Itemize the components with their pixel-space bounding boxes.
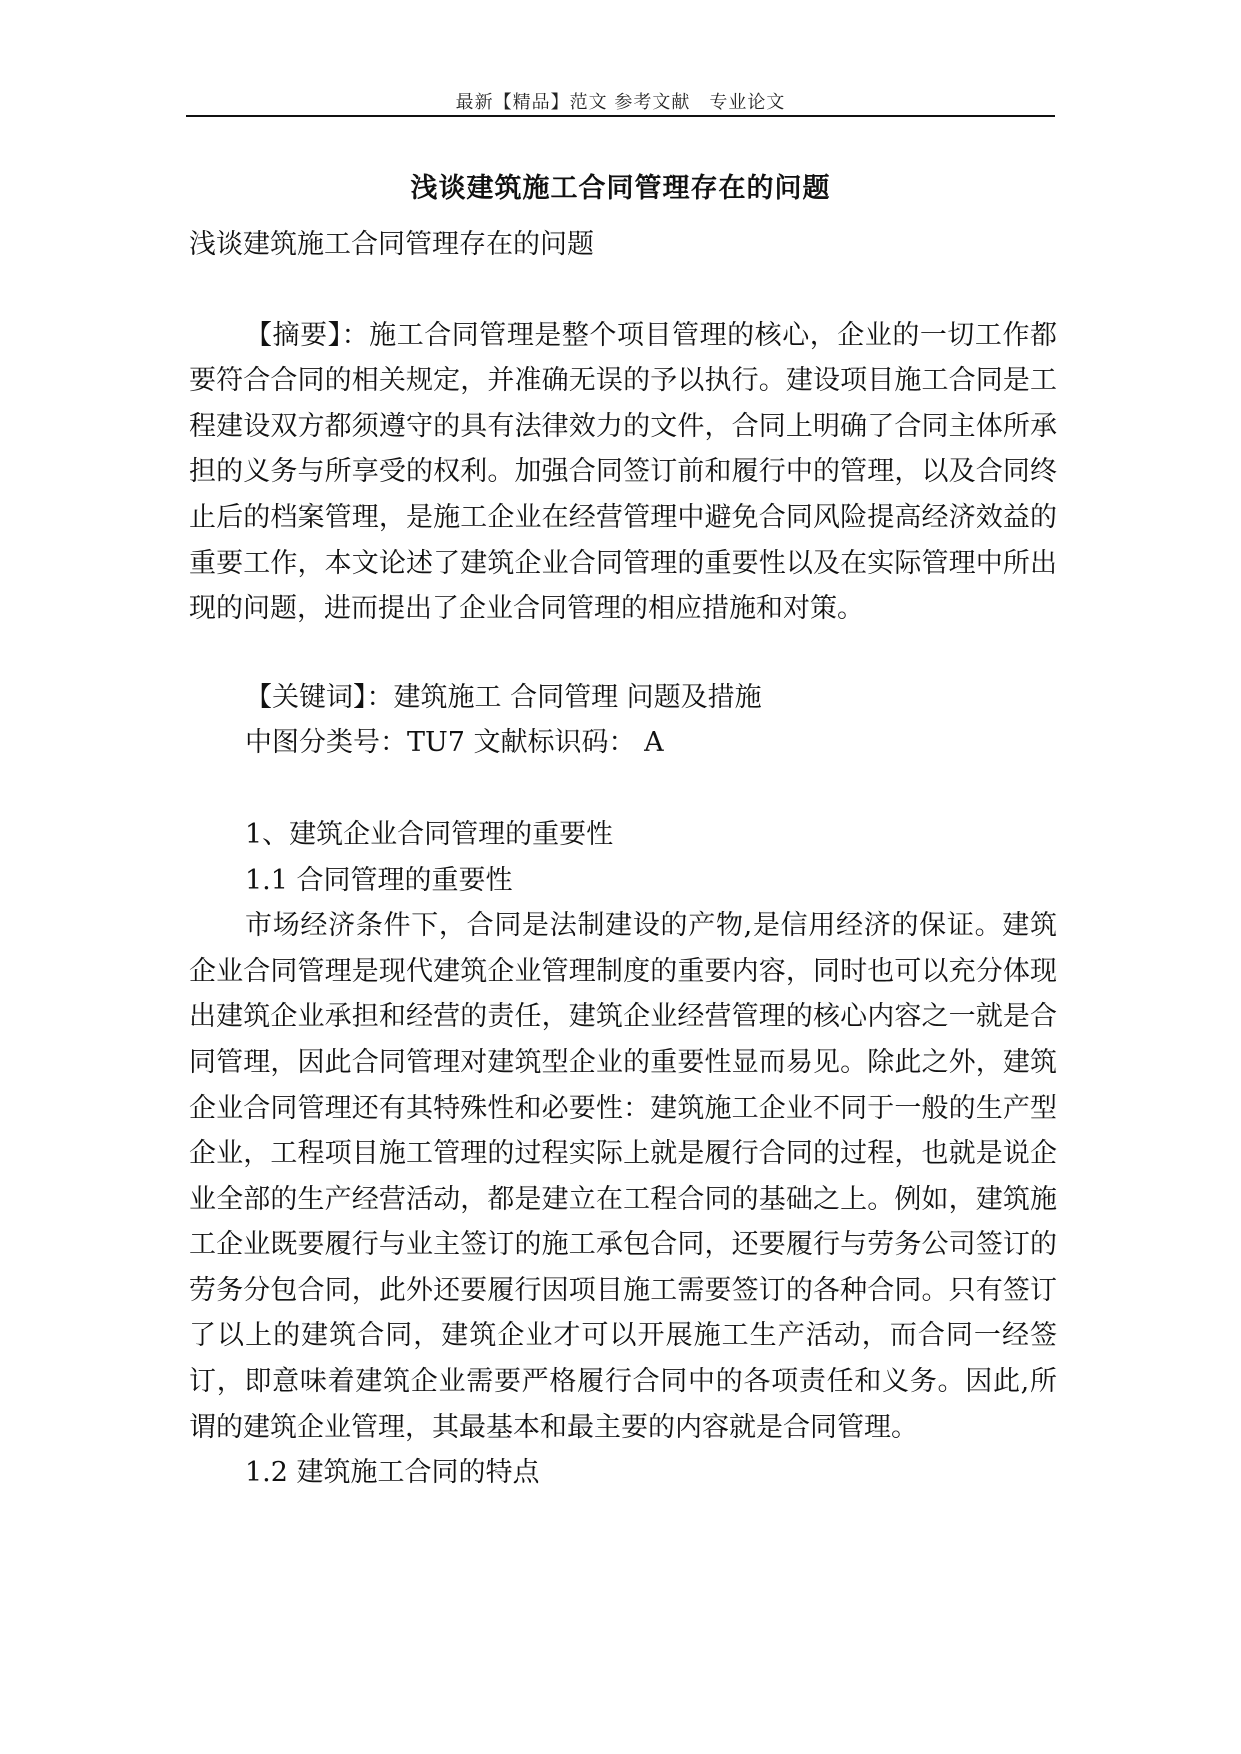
spacer (189, 632, 1057, 675)
section-heading-1: 1、建筑企业合同管理的重要性 (245, 818, 614, 850)
section-heading-1-1: 1.1 合同管理的重要性 (245, 864, 513, 896)
spacer (189, 268, 1057, 313)
document-body (189, 222, 1057, 1496)
keywords-line: 【关键词】：建筑施工 合同管理 问题及措施 (245, 681, 762, 713)
document-title: 浅谈建筑施工合同管理存在的问题 (410, 173, 831, 204)
abstract-paragraph: 【摘要】：施工合同管理是整个项目管理的核心，企业的一切工作都要符合合同的相关规定，并准确无误的予以执行。建设项目施工合同是工程建设双方都须遵守的具有法律效力的文件，合同上明确了合同主体所承担的义务与所享受的权利。加强合同签订前和履行中的管理，以及合同终止后的档案管理，是施工企业在经营管理中避免合同风险提高经济效益的重要工作，本文论述了建筑企业合同管理的重要性以及在实际管理中所出现的问题，进而提出了企业合同管理的相应措施和对策。 (189, 319, 1057, 625)
page-header: 最新【精品】范文 参考文献 专业论文 (455, 92, 786, 113)
header-divider (186, 115, 1055, 117)
spacer (189, 766, 1057, 812)
section-heading-1-2: 1.2 建筑施工合同的特点 (245, 1457, 540, 1489)
section-1-1-paragraph: 市场经济条件下，合同是法制建设的产物,是信用经济的保证。建筑企业合同管理是现代建筑企业管理制度的重要内容，同时也可以充分体现出建筑企业承担和经营的责任，建筑企业经营管理的核心内容之一就是合同管理，因此合同管理对建筑型企业的重要性显而易见。除此之外，建筑企业合同管理还有其特殊性和必要性：建筑施工企业不同于一般的生产型企业，工程项目施工管理的过程实际上就是履行合同的过程，也就是说企业全部的生产经营活动，都是建立在工程合同的基础之上。例如，建筑施工企业既要履行与业主签订的施工承包合同，还要履行与劳务公司签订的劳务分包合同，此外还要履行因项目施工需要签订的各种合同。只有签订了以上的建筑合同，建筑企业才可以开展施工生产活动，而合同一经签订，即意味着建筑企业需要严格履行合同中的各项责任和义务。因此,所谓的建筑企业管理，其最基本和最主要的内容就是合同管理。 (189, 910, 1057, 1443)
classification-line: 中图分类号：TU7 文献标识码： A (245, 727, 664, 759)
document-subtitle: 浅谈建筑施工合同管理存在的问题 (189, 229, 594, 260)
